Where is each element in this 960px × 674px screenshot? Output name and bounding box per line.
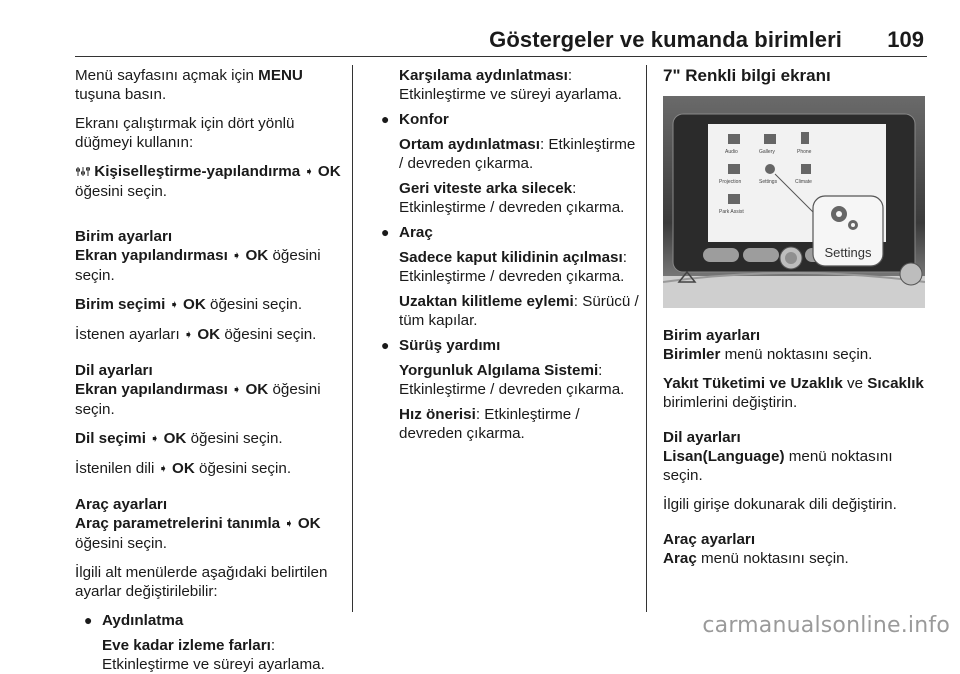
arrow-right-icon: ➧ bbox=[183, 329, 194, 341]
language-step-touch-2: İlgili girişe dokunarak dili değiştirin. bbox=[663, 496, 897, 513]
app-label-audio: Audio bbox=[725, 149, 738, 155]
vehicle-step-1: Araç parametrelerini tanımla ➧ OK öğesini seçin. bbox=[75, 515, 321, 552]
list-subitem: Geri viteste arka silecek: Etkinleştirme / devreden çıkarma. bbox=[399, 180, 625, 216]
list-subitem: Hız önerisi: Etkinleştirme / devreden çıkarma. bbox=[399, 406, 580, 442]
vehicle-settings-heading-2: Araç ayarları bbox=[663, 531, 756, 548]
list-subitem: Sadece kaput kilidinin açılması: Etkinleştirme / devreden çıkarma. bbox=[399, 249, 627, 285]
screen-illustration-svg bbox=[663, 96, 925, 308]
language-step-1: Ekran yapılandırması ➧ OK öğesini seçin. bbox=[75, 381, 321, 418]
infotainment-screen-illustration bbox=[663, 96, 925, 308]
column-divider-left bbox=[352, 65, 353, 612]
app-label-park-assist: Park Assist bbox=[719, 209, 744, 215]
column-3 bbox=[663, 66, 928, 95]
bullet-icon: ● bbox=[381, 224, 390, 240]
intro-paragraph-3: Kişiselleştirme-yapılandırma ➧ OK öğesini seçin. bbox=[75, 163, 341, 200]
column-1 bbox=[75, 66, 343, 674]
arrow-right-icon: ➧ bbox=[158, 463, 168, 475]
list-item: ● Konfor bbox=[381, 111, 449, 128]
language-settings-heading: Dil ayarları bbox=[75, 362, 153, 379]
arrow-right-icon: ➧ bbox=[284, 518, 294, 530]
unit-step-2: Birim seçimi ➧ OK öğesini seçin. bbox=[75, 296, 303, 313]
language-step-2: Dil seçimi ➧ OK öğesini seçin. bbox=[75, 430, 283, 447]
list-item: ● Sürüş yardımı bbox=[381, 337, 501, 354]
page-number: 109 bbox=[887, 27, 924, 52]
app-label-phone: Phone bbox=[797, 149, 812, 155]
app-label-projection: Projection bbox=[719, 179, 742, 185]
list-subitem: Karşılama aydınlatması: Etkinleştirme ve süreyi ayarlama. bbox=[399, 67, 622, 103]
unit-settings-heading-2: Birim ayarları bbox=[663, 327, 761, 344]
header-divider bbox=[75, 56, 927, 57]
language-step-touch-1: Lisan(Language) menü noktasını seçin. bbox=[663, 448, 893, 484]
list-subitem: Eve kadar izleme farları: Etkinleştirme ve süreyi ayarlama. bbox=[102, 637, 325, 673]
watermark: carmanualsonline.info bbox=[702, 613, 950, 638]
vehicle-step-touch-1: Araç menü noktasını seçin. bbox=[663, 550, 849, 567]
arrow-right-icon: ➧ bbox=[304, 166, 314, 178]
list-item: ● Araç bbox=[381, 224, 433, 241]
figure-title: 7" Renkli bilgi ekranı bbox=[663, 66, 831, 85]
list-item: ● Aydınlatma bbox=[84, 612, 184, 629]
list-subitem: Uzaktan kilitleme eylemi: Sürücü / tüm kapılar. bbox=[399, 293, 639, 329]
unit-step-touch-2: Yakıt Tüketimi ve Uzaklık ve Sıcaklık birimlerini değiştirin. bbox=[663, 375, 924, 411]
unit-settings-heading: Birim ayarları bbox=[75, 228, 173, 245]
vehicle-settings-heading: Araç ayarları bbox=[75, 496, 168, 513]
language-settings-heading-2: Dil ayarları bbox=[663, 429, 741, 446]
arrow-right-icon: ➧ bbox=[232, 250, 242, 262]
bullet-icon: ● bbox=[381, 337, 390, 353]
arrow-right-icon: ➧ bbox=[150, 433, 160, 445]
unit-step-touch-1: Birimler menü noktasını seçin. bbox=[663, 346, 873, 363]
list-subitem: Yorgunluk Algılama Sistemi: Etkinleştirme / devreden çıkarma. bbox=[399, 362, 625, 398]
column-3-text bbox=[663, 326, 931, 578]
arrow-right-icon: ➧ bbox=[169, 299, 179, 311]
unit-step-1: Ekran yapılandırması ➧ OK öğesini seçin. bbox=[75, 247, 321, 284]
app-label-settings: Settings bbox=[759, 179, 778, 185]
language-step-3: İstenilen dili ➧ OK öğesini seçin. bbox=[75, 460, 292, 477]
arrow-right-icon: ➧ bbox=[232, 384, 242, 396]
app-label-climate: Climate bbox=[795, 179, 812, 185]
settings-callout-label: Settings bbox=[824, 245, 872, 260]
bullet-icon: ● bbox=[381, 111, 390, 127]
list-subitem: Ortam aydınlatması: Etkinleştirme / devreden çıkarma. bbox=[399, 136, 636, 172]
bullet-icon: ● bbox=[84, 612, 93, 628]
page-title: Göstergeler ve kumanda birimleri bbox=[489, 27, 842, 52]
unit-step-3: İstenen ayarları ➧ OK öğesini seçin. bbox=[75, 326, 317, 343]
vehicle-step-2: İlgili alt menülerde aşağıdaki belirtilen ayarlar değiştirilebilir: bbox=[75, 564, 328, 600]
app-label-gallery: Gallery bbox=[759, 149, 775, 155]
column-divider-right bbox=[646, 65, 647, 612]
settings-grid-icon bbox=[75, 163, 90, 174]
intro-paragraph-1: Menü sayfasını açmak için MENU tuşuna basın. bbox=[75, 67, 303, 103]
column-2 bbox=[381, 66, 639, 449]
page-header bbox=[75, 27, 927, 57]
intro-paragraph-2: Ekranı çalıştırmak için dört yönlü düğmeyi kullanın: bbox=[75, 115, 295, 151]
